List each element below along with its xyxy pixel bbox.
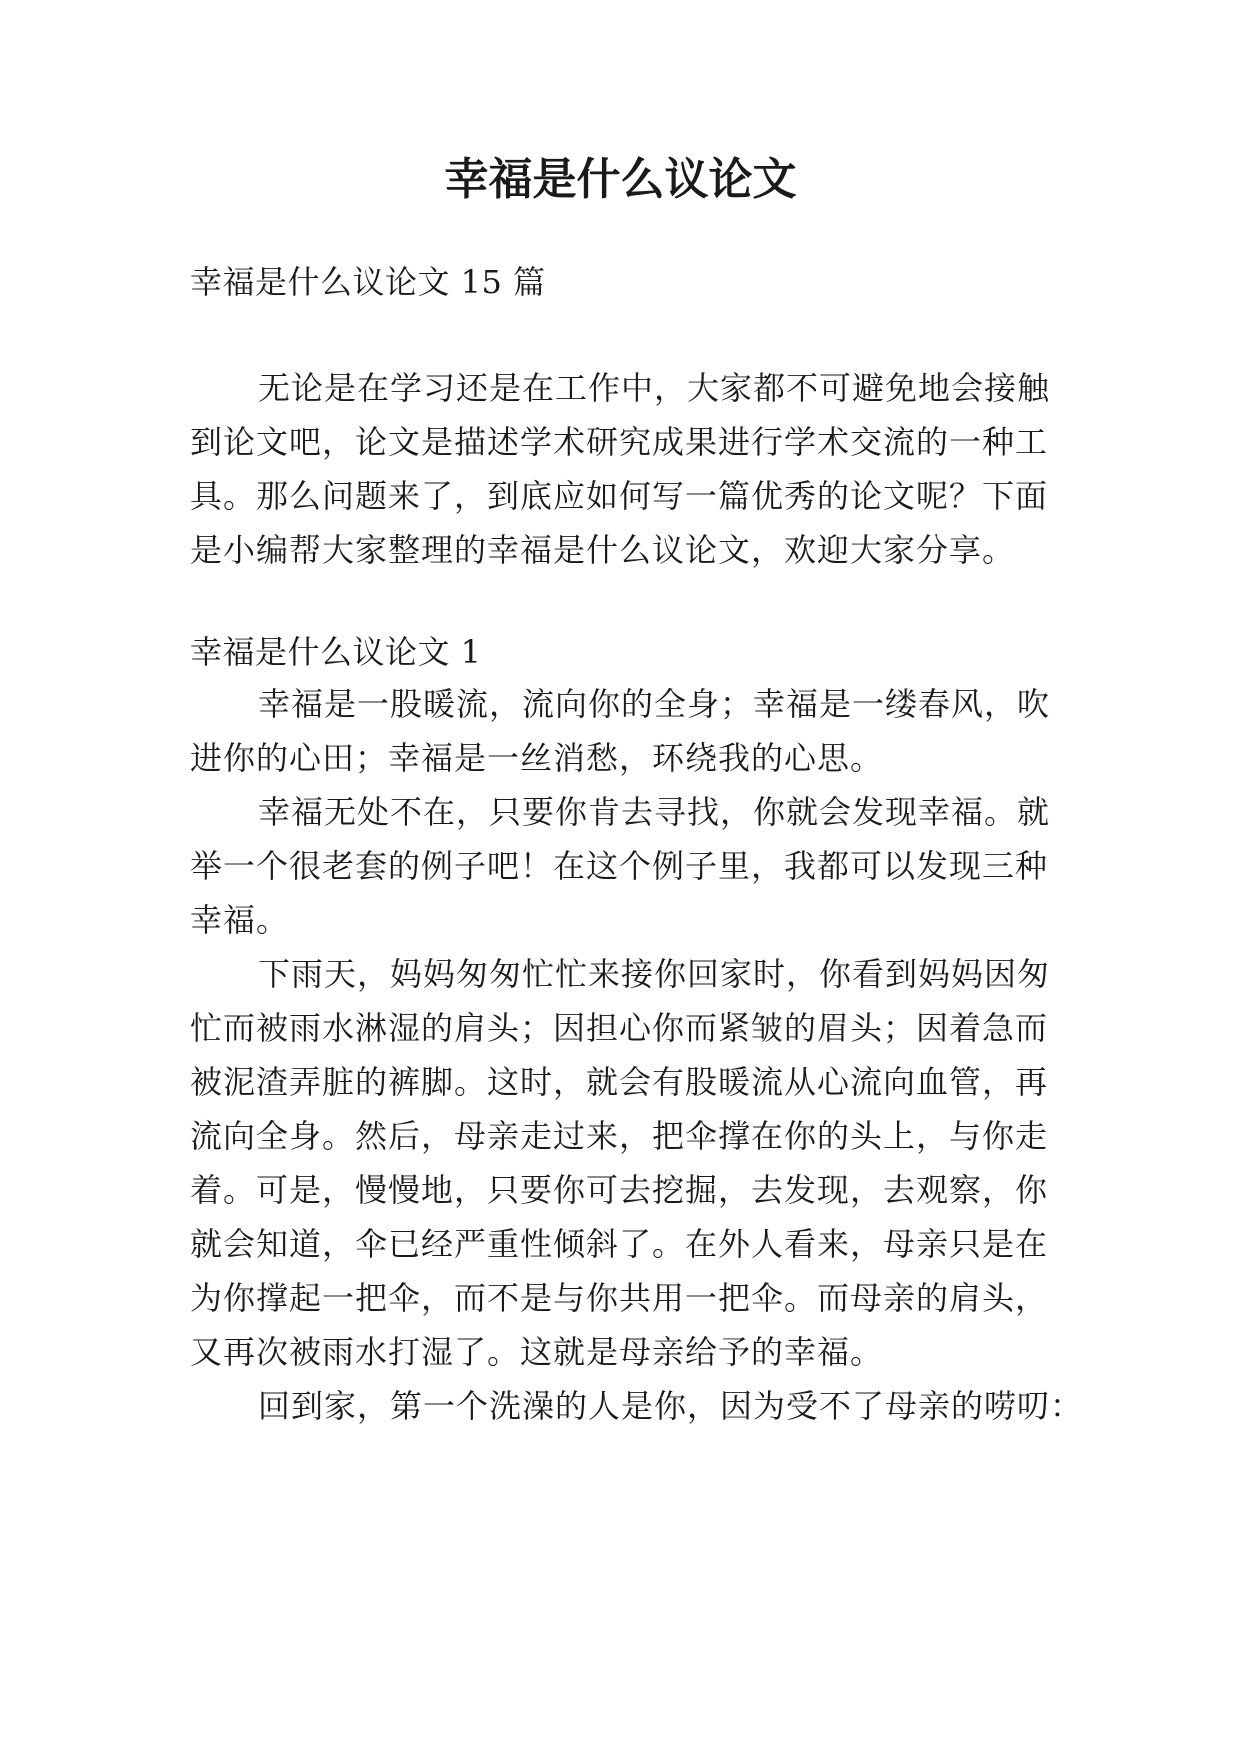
- intro-line: 是小编帮大家整理的幸福是什么议论文，欢迎大家分享。: [190, 531, 1016, 569]
- body-line: 进你的心田；幸福是一丝消愁，环绕我的心思。: [190, 739, 884, 777]
- intro-line: 无论是在学习还是在工作中，大家都不可避免地会接触: [258, 369, 1051, 407]
- document-title: 幸福是什么议论文: [444, 154, 797, 205]
- body-line: 就会知道，伞已经严重性倾斜了。在外人看来，母亲只是在: [190, 1225, 1049, 1263]
- body-line: 忙而被雨水淋湿的肩头；因担心你而紧皱的眉头；因着急而: [190, 1009, 1049, 1047]
- body-line: 为你撑起一把伞，而不是与你共用一把伞。而母亲的肩头，: [190, 1279, 1049, 1317]
- intro-line: 具。那么问题来了，到底应如何写一篇优秀的论文呢？下面: [190, 477, 1049, 515]
- body-line: 幸福是一股暖流，流向你的全身；幸福是一缕春风，吹: [258, 685, 1051, 723]
- body-line: 下雨天，妈妈匆匆忙忙来接你回家时，你看到妈妈因匆: [258, 955, 1051, 993]
- body-line: 流向全身。然后，母亲走过来，把伞撑在你的头上，与你走: [190, 1117, 1049, 1155]
- document-subtitle: 幸福是什么议论文 15 篇: [190, 263, 546, 301]
- body-line: 回到家，第一个洗澡的人是你，因为受不了母亲的唠叨：: [258, 1387, 1084, 1425]
- intro-line: 到论文吧，论文是描述学术研究成果进行学术交流的一种工: [190, 423, 1049, 461]
- body-line: 举一个很老套的例子吧！在这个例子里，我都可以发现三种: [190, 847, 1049, 885]
- body-line: 被泥渣弄脏的裤脚。这时，就会有股暖流从心流向血管，再: [190, 1063, 1049, 1101]
- body-line: 幸福无处不在，只要你肯去寻找，你就会发现幸福。就: [258, 793, 1051, 831]
- section-heading: 幸福是什么议论文 1: [190, 633, 482, 671]
- body-line: 着。可是，慢慢地，只要你可去挖掘，去发现，去观察，你: [190, 1171, 1049, 1209]
- body-line: 幸福。: [190, 901, 290, 939]
- body-line: 又再次被雨水打湿了。这就是母亲给予的幸福。: [190, 1333, 884, 1371]
